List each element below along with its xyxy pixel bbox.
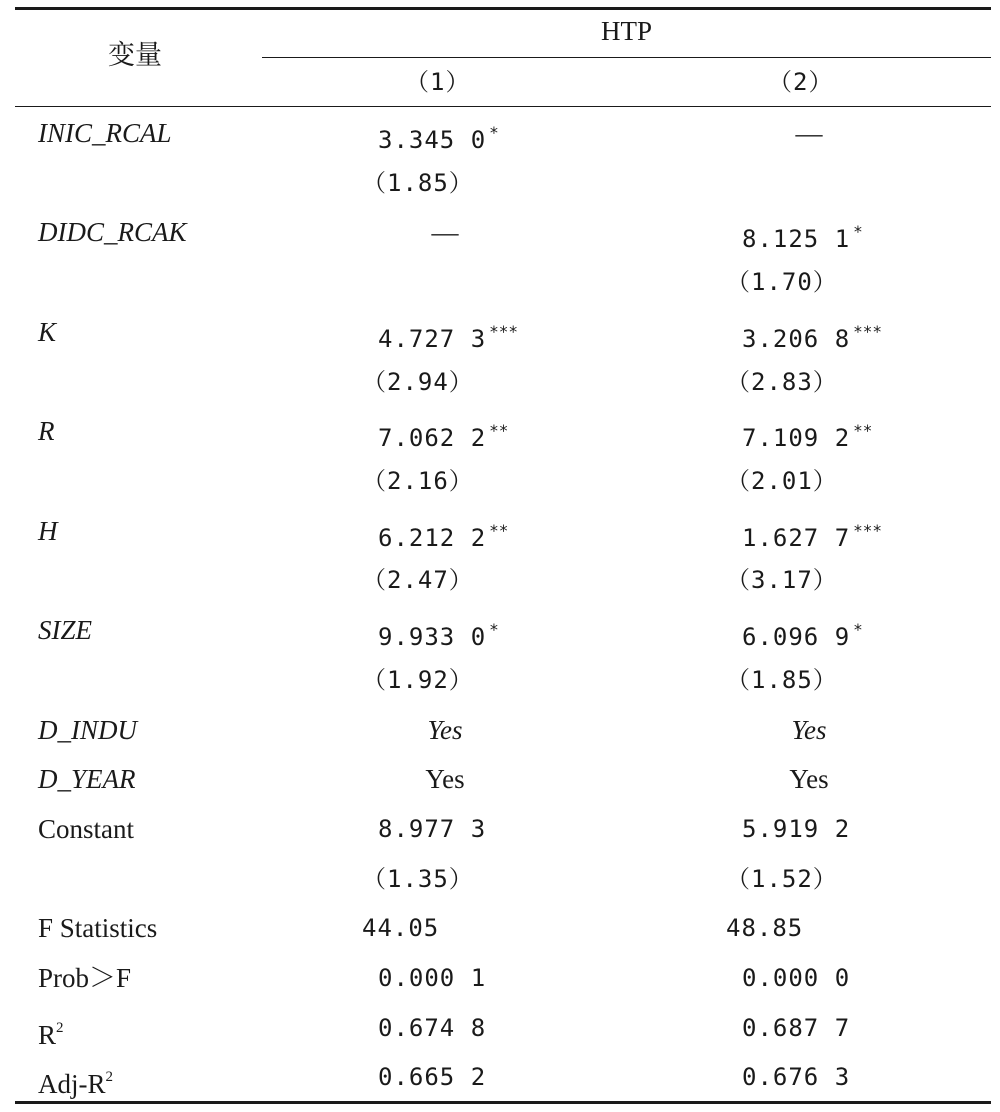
row-variable-name: H bbox=[38, 516, 58, 546]
significance-stars: ** bbox=[489, 421, 509, 440]
t-stat-cell: （2.94） bbox=[362, 368, 474, 396]
significance-stars: * bbox=[853, 222, 863, 241]
t-stat-cell: （2.01） bbox=[726, 467, 838, 495]
row-variable-name: INIC_RCAL bbox=[38, 118, 172, 148]
group-header-htp: HTP bbox=[600, 16, 652, 46]
coefficient-cell: 7.109 2 ** bbox=[742, 421, 873, 452]
significance-stars: *** bbox=[489, 322, 519, 341]
row-variable-name: D_YEAR bbox=[38, 764, 136, 794]
control-cell: Yes bbox=[425, 764, 465, 794]
control-cell: Yes bbox=[791, 715, 827, 745]
empty-dash-cell: — bbox=[431, 217, 459, 247]
significance-stars: * bbox=[489, 620, 499, 639]
row-variable-name: SIZE bbox=[38, 615, 92, 645]
row-variable-name: D_INDU bbox=[38, 715, 137, 745]
top-rule bbox=[15, 7, 991, 10]
t-stat-cell: （1.85） bbox=[726, 666, 838, 694]
t-stat-cell: （2.47） bbox=[362, 566, 474, 594]
control-cell: Yes bbox=[789, 764, 829, 794]
coefficient-cell: 3.206 8 *** bbox=[742, 322, 883, 353]
coefficient-cell: 3.345 0 * bbox=[378, 123, 499, 154]
variable-header: 变量 bbox=[108, 40, 162, 71]
t-stat-cell: （1.85） bbox=[362, 169, 474, 197]
statistic-cell: 0.676 3 bbox=[742, 1063, 851, 1091]
group-rule bbox=[262, 57, 991, 58]
row-variable-name: K bbox=[38, 317, 57, 347]
row-variable-name: R bbox=[38, 416, 55, 446]
coefficient-cell: 6.096 9 * bbox=[742, 620, 863, 651]
coefficient-cell: 7.062 2 ** bbox=[378, 421, 509, 452]
t-stat-cell: （1.52） bbox=[726, 865, 838, 893]
significance-stars: ** bbox=[489, 521, 509, 540]
significance-stars: * bbox=[489, 123, 499, 142]
coefficient-cell: 8.977 3 bbox=[378, 815, 487, 843]
statistic-cell: 44.05 bbox=[362, 914, 440, 942]
statistic-cell: 0.665 2 bbox=[378, 1063, 487, 1091]
significance-stars: *** bbox=[853, 322, 883, 341]
t-stat-cell: （1.35） bbox=[362, 865, 474, 893]
statistic-cell: 48.85 bbox=[726, 914, 804, 942]
t-stat-cell: （1.70） bbox=[726, 268, 838, 296]
row-variable-name: DIDC_RCAK bbox=[38, 217, 187, 247]
coefficient-cell: 9.933 0 * bbox=[378, 620, 499, 651]
header-rule bbox=[15, 106, 991, 107]
row-variable-name: $R^2$ bbox=[38, 1020, 64, 1050]
bottom-rule bbox=[15, 1101, 991, 1104]
statistic-cell: 0.687 7 bbox=[742, 1014, 851, 1042]
significance-stars: *** bbox=[853, 521, 883, 540]
coefficient-cell: 6.212 2 ** bbox=[378, 521, 509, 552]
coefficient-cell: 5.919 2 bbox=[742, 815, 851, 843]
row-variable-name: Prob＞F bbox=[38, 963, 132, 993]
t-stat-cell: （1.92） bbox=[362, 666, 474, 694]
statistic-cell: 0.000 1 bbox=[378, 964, 487, 992]
coefficient-cell: 1.627 7 *** bbox=[742, 521, 883, 552]
coefficient-cell: 8.125 1 * bbox=[742, 222, 863, 253]
column-header-2: （2） bbox=[768, 68, 834, 96]
control-cell: Yes bbox=[427, 715, 463, 745]
empty-dash-cell: — bbox=[795, 118, 823, 148]
statistic-cell: 0.674 8 bbox=[378, 1014, 487, 1042]
row-variable-name: F Statistics bbox=[38, 913, 158, 943]
row-variable-name: Constant bbox=[38, 814, 135, 844]
t-stat-cell: （3.17） bbox=[726, 566, 838, 594]
t-stat-cell: （2.83） bbox=[726, 368, 838, 396]
column-header-1: （1） bbox=[405, 68, 471, 96]
significance-stars: * bbox=[853, 620, 863, 639]
t-stat-cell: （2.16） bbox=[362, 467, 474, 495]
row-variable-name: Adj-$R^2$ bbox=[38, 1069, 113, 1099]
statistic-cell: 0.000 0 bbox=[742, 964, 851, 992]
significance-stars: ** bbox=[853, 421, 873, 440]
coefficient-cell: 4.727 3 *** bbox=[378, 322, 519, 353]
